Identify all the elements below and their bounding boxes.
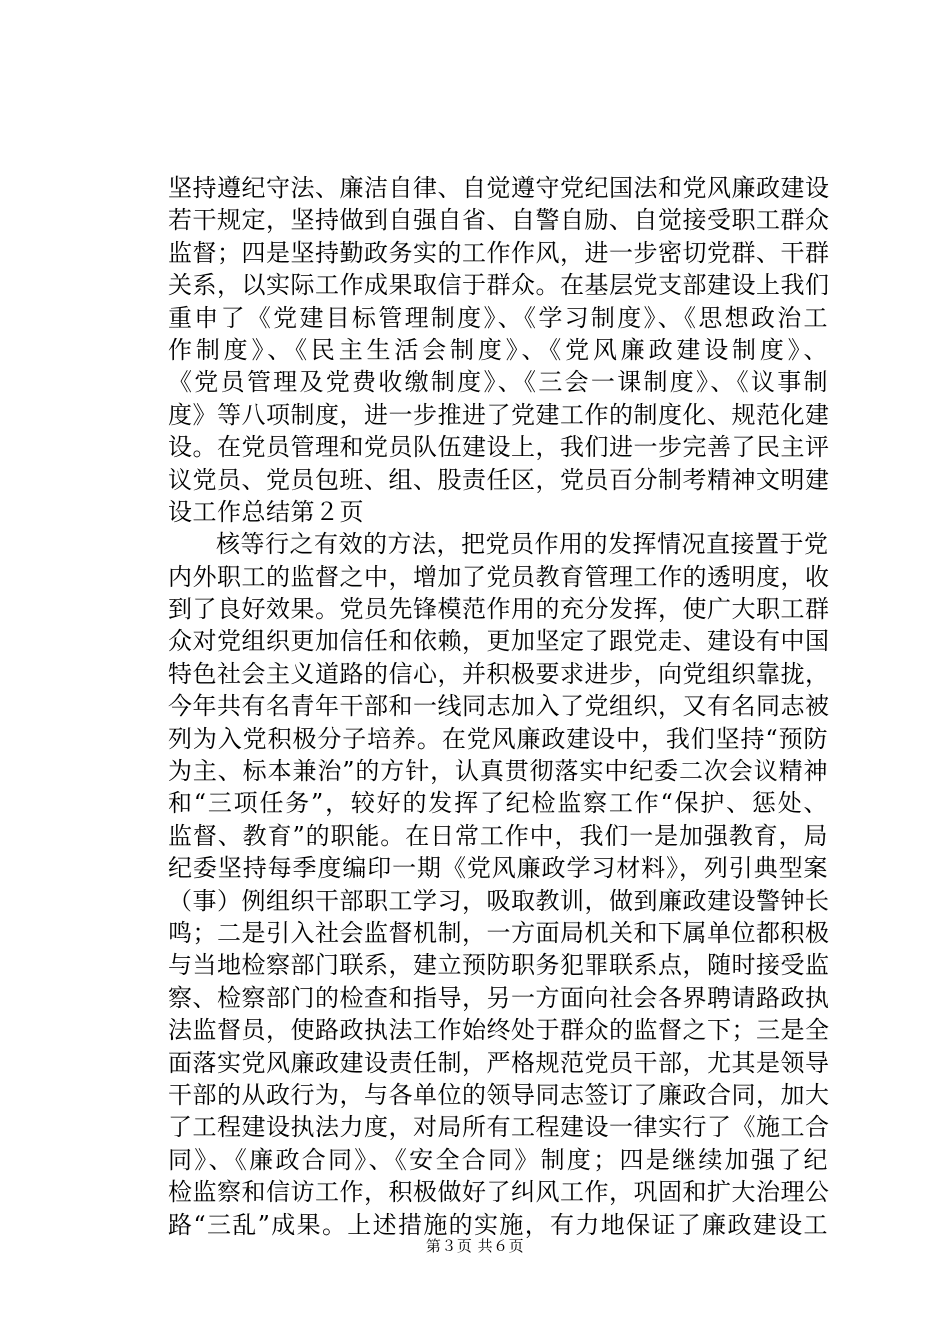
text-line: 了工程建设执法力度，对局所有工程建设一律实行了《施工合: [168, 1113, 830, 1142]
page-number: 第３页 共６页: [425, 1237, 525, 1255]
text-line: 设工作总结第２页: [168, 497, 364, 526]
text-line: 和“三项任务”，较好的发挥了纪检监察工作“保护、惩处、: [168, 789, 828, 818]
paragraph-2: [168, 528, 828, 1241]
text-line: 到了良好效果。党员先锋模范作用的充分发挥，使广大职工群: [168, 595, 830, 624]
text-line: 路“三乱”成果。上述措施的实施，有力地保证了廉政建设工: [168, 1210, 828, 1239]
page-footer: [0, 1236, 950, 1256]
text-line: 坚持遵纪守法、廉洁自律、自觉遵守党纪国法和党风廉政建设: [168, 174, 830, 202]
text-line: 鸣；二是引入社会监督机制，一方面局机关和下属单位都积极: [168, 918, 830, 947]
text-line: 《党员管理及党费收缴制度》、《三会一课制度》、《议事制: [168, 368, 828, 397]
text-line: 议党员、党员包班、组、股责任区，党员百分制考精神文明建: [168, 465, 830, 494]
text-line: （事）例组织干部职工学习，吸取教训，做到廉政建设警钟长: [168, 886, 830, 915]
text-line: 同》、《廉政合同》、《安全合同》制度；四是继续加强了纪: [168, 1145, 828, 1174]
text-line: 作制度》、《民主生活会制度》、《党风廉政建设制度》、: [168, 335, 828, 364]
text-line: 今年共有名青年干部和一线同志加入了党组织，又有名同志被: [168, 692, 830, 721]
paragraph-1: [168, 172, 828, 528]
text-line: 监督、教育”的职能。在日常工作中，我们一是加强教育，局: [168, 821, 828, 850]
text-line: 若干规定，坚持做到自强自省、自警自励、自觉接受职工群众: [168, 206, 830, 235]
text-line: 关系，以实际工作成果取信于群众。在基层党支部建设上我们: [168, 271, 830, 300]
text-line: 列为入党积极分子培养。在党风廉政建设中，我们坚持“预防: [168, 724, 828, 753]
text-line: 重申了《党建目标管理制度》、《学习制度》、《思想政治工: [168, 303, 828, 332]
text-line: 内外职工的监督之中，增加了党员教育管理工作的透明度，收: [168, 562, 830, 591]
text-line: 检监察和信访工作，积极做好了纠风工作，巩固和扩大治理公: [168, 1178, 830, 1207]
text-line: 察、检察部门的检查和指导，另一方面向社会各界聘请路政执: [168, 983, 830, 1012]
text-line: 监督；四是坚持勤政务实的工作作风，进一步密切党群、干群: [168, 238, 830, 267]
text-line: 为主、标本兼治”的方针，认真贯彻落实中纪委二次会议精神: [168, 757, 828, 786]
text-line: 与当地检察部门联系，建立预防职务犯罪联系点，随时接受监: [168, 951, 830, 980]
document-body: [168, 172, 828, 1241]
text-line: 设。在党员管理和党员队伍建设上，我们进一步完善了民主评: [168, 433, 830, 462]
text-line: 纪委坚持每季度编印一期《党风廉政学习材料》，列引典型案: [168, 854, 828, 883]
text-line: 法监督员，使路政执法工作始终处于群众的监督之下；三是全: [168, 1016, 830, 1045]
text-line: 核等行之有效的方法，把党员作用的发挥情况直接置于党: [216, 530, 829, 559]
text-line: 特色社会主义道路的信心，并积极要求进步，向党组织靠拢，: [168, 659, 830, 688]
text-line: 度》等八项制度，进一步推进了党建工作的制度化、规范化建: [168, 400, 830, 429]
text-line: 干部的从政行为，与各单位的领导同志签订了廉政合同，加大: [168, 1080, 830, 1109]
text-line: 面落实党风廉政建设责任制，严格规范党员干部，尤其是领导: [168, 1048, 830, 1077]
text-line: 众对党组织更加信任和依赖，更加坚定了跟党走、建设有中国: [168, 627, 830, 656]
